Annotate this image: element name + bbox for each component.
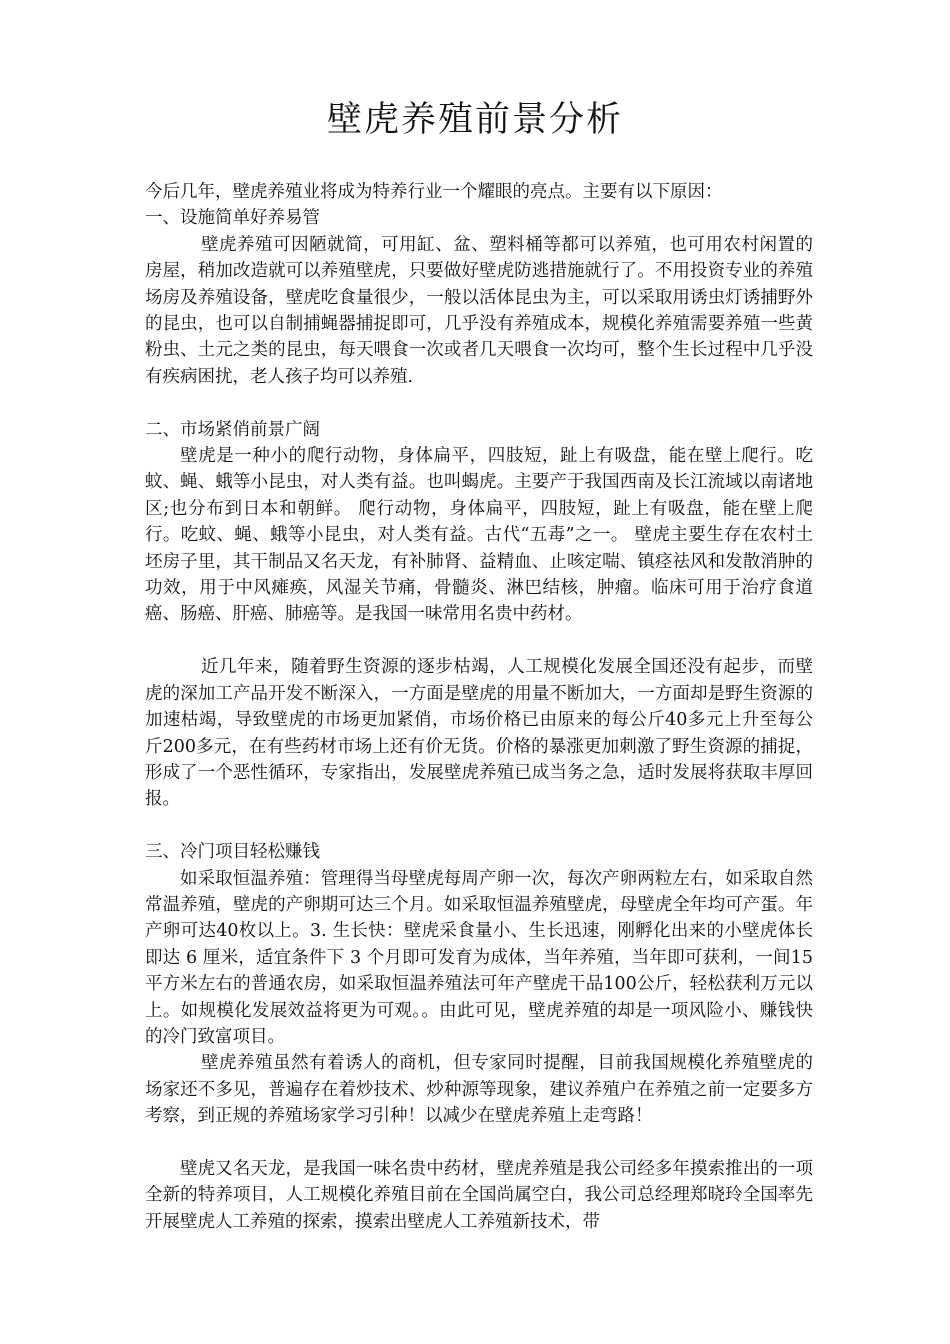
section-1-paragraph: 壁虎养殖可因陋就简，可用缸、盆、塑料桶等都可以养殖，也可用农村闲置的房屋，稍加改造就可以养殖壁虎，只要做好壁虎防逃措施就行了。不用投资专业的养殖场房及养殖设备，壁虎吃食量很少，一般以活体昆虫为主，可以采取用诱虫灯诱捕野外的昆虫，也可以自制捕蝇器捕捉即可，几乎没有养殖成本，规模化养殖需要养殖一些黄粉虫、土元之类的昆虫，每天喂食一次或者几天喂食一次均可，整个生长过程中几乎没有疾病困扰，老人孩子均可以养殖. [145,234,813,387]
section-2-paragraph-2: 近几年来，随着野生资源的逐步枯竭，人工规模化发展全国还没有起步，而壁虎的深加工产品开发不断深入，一方面是壁虎的用量不断加大，一方面却是野生资源的加速枯竭，导致壁虎的市场更加紧俏，市场价格已由原来的每公斤40多元上升至每公斤200多元，在有些药材市场上还有价无货。价格的暴涨更加刺激了野生资源的捕捉，形成了一个恶性循环，专家指出，发展壁虎养殖已成当务之急，适时发展将获取丰厚回报。 [145,657,813,810]
blank-line [145,813,813,839]
section-3-paragraph-3: 壁虎又名天龙，是我国一味名贵中药材，壁虎养殖是我公司经多年摸索推出的一项全新的特养项目，人工规模化养殖目前在全国尚属空白，我公司总经理郑晓玲全国率先开展壁虎人工养殖的探索，摸索出壁虎人工养殖新技术，带 [145,1158,813,1232]
section-heading-3: 三、冷门项目轻松赚钱 [145,842,320,863]
section-3-paragraph-2: 壁虎养殖虽然有着诱人的商机，但专家同时提醒，目前我国规模化养殖壁虎的场家还不多见，普遍存在着炒技术、炒种源等现象，建议养殖户在养殖之前一定要多方考察，到正规的养殖场家学习引种！以减少在壁虎养殖上走弯路！ [145,1053,813,1127]
document-body [145,179,813,1235]
document-title: 壁虎养殖前景分析 [326,100,623,140]
section-heading-1: 一、设施简单好养易管 [145,208,320,229]
section-2-paragraph-1: 壁虎是一种小的爬行动物，身体扁平，四肢短，趾上有吸盘，能在壁上爬行。吃蚊、蝇、蛾等小昆虫，对人类有益。也叫蝎虎。主要产于我国西南及长江流域以南诸地区;也分布到日本和朝鲜。 爬行动物，身体扁平，四肢短，趾上有吸盘，能在壁上爬行。吃蚊、蝇、蛾等小昆虫，对人类有益。古代“五毒”之一。 壁虎主要生存在农村土坯房子里，其干制品又名天龙，有补肺肾、益精血、止咳定喘、镇痉祛风和发散消肿的功效，用于中风瘫痪，风湿关节痛，骨髓炎、淋巴结核，肿瘤。临床可用于治疗食道癌、肠癌、肝癌、肺癌等。是我国一味常用名贵中药材。 [145,446,813,625]
blank-line [145,628,813,654]
blank-line [145,390,813,416]
section-heading-2: 二、市场紧俏前景广阔 [145,419,320,440]
blank-line [145,1130,813,1156]
section-3-paragraph-1: 如采取恒温养殖：管理得当母壁虎每周产卵一次，每次产卵两粒左右，如采取自然常温养殖，壁虎的产卵期可达三个月。如采取恒温养殖壁虎，母壁虎全年均可产蛋。年产卵可达40枚以上。3. 生长快：壁虎采食量小、生长迅速，刚孵化出来的小壁虎体长即达 6 厘米，适宜条件下 3 个月即可发育为成体，当年养殖，当年即可获利，一间15平方米左右的普通农房，如采取恒温养殖法可年产壁虎干品100公斤，轻松获利万元以上。如规模化发展效益将更为可观。。由此可见，壁虎养殖的却是一项风险小、赚钱快的冷门致富项目。 [145,868,813,1047]
intro-paragraph: 今后几年，壁虎养殖业将成为特养行业一个耀眼的亮点。主要有以下原因： [145,182,723,202]
